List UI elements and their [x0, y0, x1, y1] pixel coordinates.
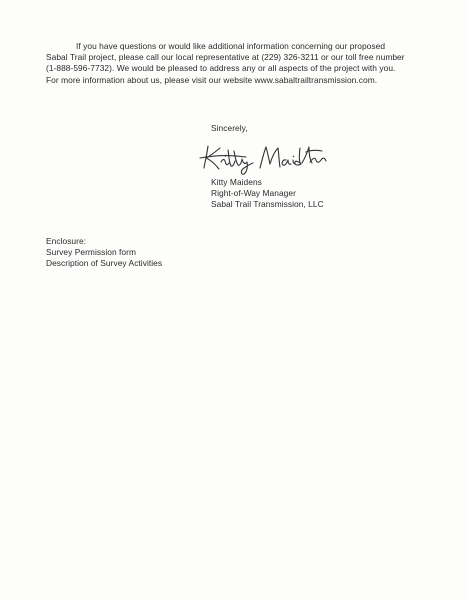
signer-name: Kitty Maidens	[211, 177, 262, 187]
body-line-2: Sabal Trail project, please call our local representative at (229) 326-3211 or our toll free number	[46, 52, 405, 63]
body-paragraph	[46, 41, 426, 86]
signer-company: Sabal Trail Transmission, LLC	[211, 199, 324, 210]
enclosure-item: Survey Permission form	[46, 247, 136, 258]
body-line-4: For more information about us, please visit our website www.sabaltrailtransmission.com.	[46, 74, 378, 85]
enclosure-heading: Enclosure:	[46, 236, 87, 246]
signer-block	[211, 177, 324, 211]
signer-title: Right-of-Way Manager	[211, 188, 296, 199]
closing: Sincerely,	[211, 123, 248, 133]
body-line-3: (1-888-596-7732). We would be pleased to address any or all aspects of the project with you.	[46, 63, 396, 74]
enclosure-block	[46, 236, 162, 270]
enclosure-item: Description of Survey Activities	[46, 258, 163, 269]
handwritten-signature	[198, 136, 332, 176]
body-line-1: If you have questions or would like additional information concerning our proposed	[76, 41, 386, 51]
